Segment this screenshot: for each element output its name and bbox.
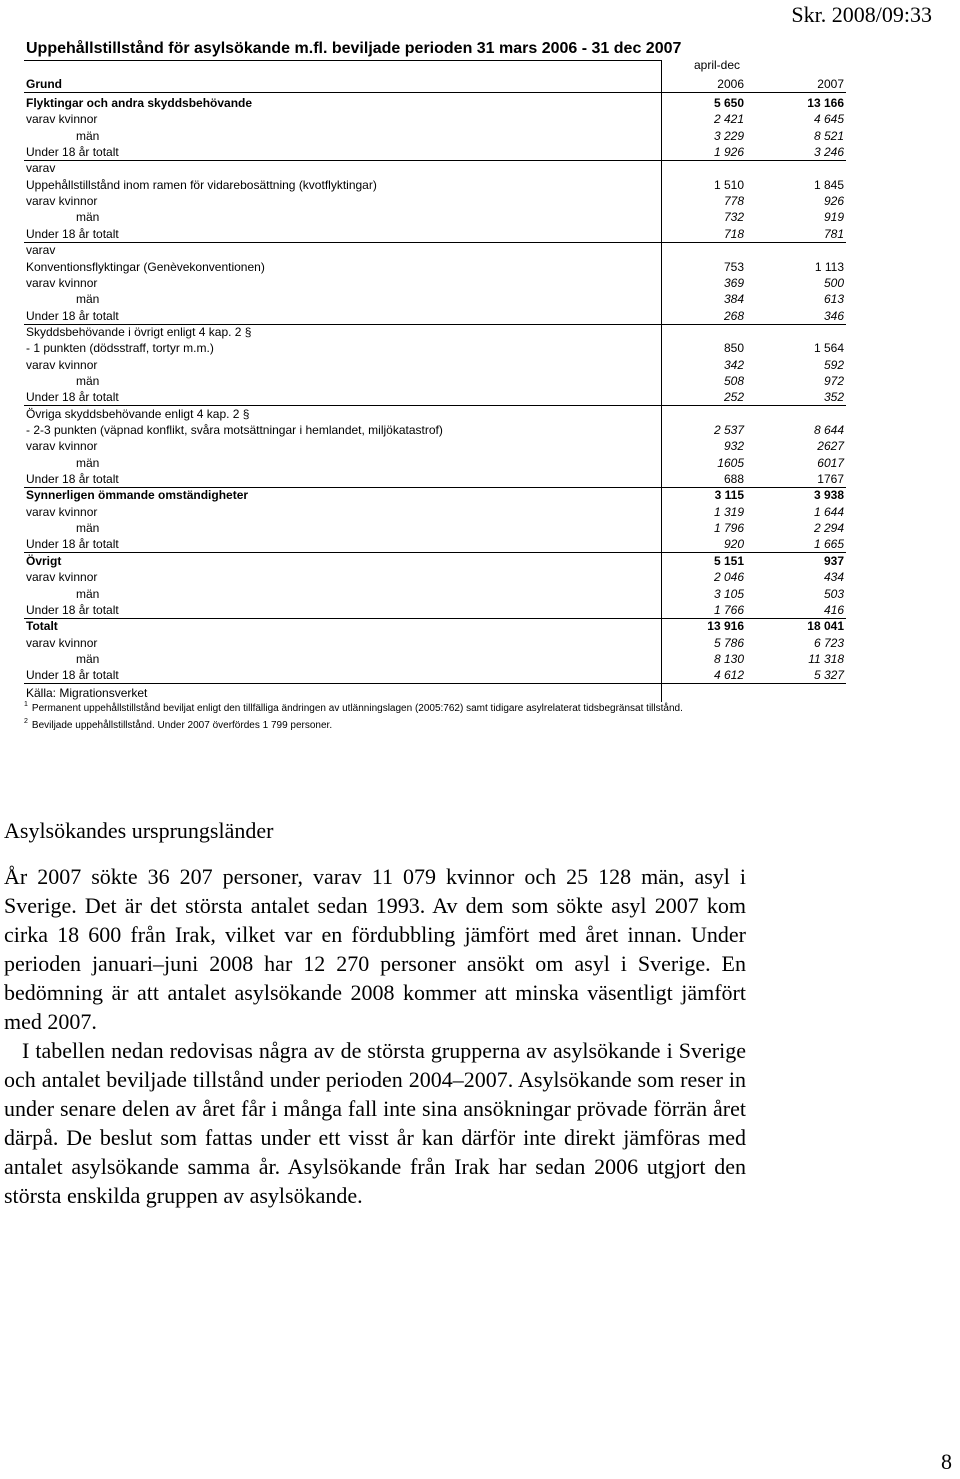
row-label: Synnerligen ömmande omständigheter [26,488,249,502]
value-2007: 346 [823,309,844,323]
row-label: Under 18 år totalt [26,472,119,486]
row-label: män [76,210,100,224]
table-row [24,373,846,389]
table-row [24,389,846,406]
table-row [24,226,846,243]
table-row [24,618,846,634]
value-2006: 342 [723,358,744,372]
row-label: Totalt [26,619,58,633]
value-2007: 6017 [817,456,844,470]
value-2006: 268 [723,309,744,323]
value-2006: 920 [723,537,744,551]
table-title: Uppehållstillstånd för asylsökande m.fl. beviljade perioden 31 mars 2006 - 31 dec 2007 [26,40,682,57]
row-label: Under 18 år totalt [26,537,119,551]
value-2007: 972 [823,374,844,388]
table-row [24,95,846,111]
value-2006: 369 [723,276,744,290]
row-label: varav [26,161,56,175]
row-label: Under 18 år totalt [26,227,119,241]
table-row [24,209,846,225]
row-label: varav kvinnor [26,636,98,650]
table-row [24,406,846,422]
row-label: Flyktingar och andra skyddsbehövande [26,96,253,110]
value-2006: 2 046 [713,570,744,584]
value-2007: 2627 [817,439,844,453]
row-label: Övriga skyddsbehövande enligt 4 kap. 2 § [26,407,250,421]
table-row [24,422,846,438]
footnote-2: $^2$ Beviljade uppehållstillstånd. Under 2007 överfördes 1 799 personer. [24,718,333,731]
table-row [24,602,846,619]
value-2007: 1 845 [813,178,844,192]
value-2007: 1 644 [813,505,844,519]
value-2006: 508 [723,374,744,388]
row-label: Under 18 år totalt [26,390,119,404]
table-row [24,667,846,684]
row-label: män [76,587,100,601]
table-row [24,128,846,144]
row-label: män [76,292,100,306]
table-row [24,487,846,503]
value-2007: 18 041 [807,619,844,633]
column-header-2006: 2006 [717,77,744,91]
table-row [24,635,846,651]
value-2007: 13 166 [807,96,844,110]
value-2007: 3 246 [813,145,844,159]
row-label: varav kvinnor [26,439,98,453]
page-number: 8 [941,1449,952,1474]
value-2007: 781 [823,227,844,241]
table-row [24,569,846,585]
table-row [24,504,846,520]
value-2007: 1 113 [814,260,844,274]
value-2006: 5 151 [713,554,744,568]
value-2007: 434 [823,570,844,584]
value-2007: 8 521 [813,129,844,143]
value-2007: 500 [823,276,844,290]
value-2006: 1 510 [713,178,744,192]
value-2006: 3 229 [713,129,744,143]
value-2007: 613 [823,292,844,306]
table-row [24,438,846,454]
table-row [24,193,846,209]
table-row [24,357,846,373]
value-2006: 1 796 [713,521,744,535]
value-2007: 1 665 [813,537,844,551]
row-label: män [76,374,100,388]
row-label: varav kvinnor [26,358,98,372]
value-2007: 2 294 [813,521,844,535]
row-label: Skyddsbehövande i övrigt enligt 4 kap. 2 § [26,325,252,339]
row-label: varav kvinnor [26,194,98,208]
value-2006: 1 319 [713,505,744,519]
table-row [24,651,846,667]
value-2006: 932 [723,439,744,453]
value-2006: 3 115 [714,488,744,502]
value-2007: 4 645 [813,112,844,126]
body-text [4,862,746,1210]
row-label: Under 18 år totalt [26,603,119,617]
value-2006: 753 [723,260,744,274]
value-2006: 5 786 [713,636,744,650]
table-row [24,177,846,193]
footnote-1: $^1$ Permanent uppehållstillstånd beviljat enligt den tillfälliga ändringen av utlänningslagen (2005:762) samt tidigare asylrelaterat tidsbegränsat tillstånd. [24,701,683,714]
table-row [24,324,846,340]
row-label: varav kvinnor [26,112,98,126]
value-2006: 732 [723,210,744,224]
table-row [24,242,846,258]
table-row [24,536,846,553]
row-label: varav kvinnor [26,276,98,290]
value-2007: 1767 [817,472,844,486]
paragraph: År 2007 sökte 36 207 personer, varav 11 079 kvinnor och 25 128 män, asyl i Sverige. Det är det största antalet sedan 1993. Av dem som sökte asyl 2007 kom cirka 18 600 från Irak, vilket var en fördubbling jämfört med året innan. Under perioden januari–juni 2008 har 12 270 personer ansökt om asyl i Sverige. En bedömning är att antalet asylsökande 2008 kommer att minska väsentligt jämfört med 2007. [4,864,746,1034]
table-row [24,111,846,127]
value-2006: 8 130 [713,652,744,666]
value-2006: 384 [723,292,744,306]
row-label: män [76,521,100,535]
value-2007: 416 [823,603,844,617]
table-header-row [24,76,846,93]
row-label: Övrigt [26,554,62,568]
value-2007: 6 723 [813,636,844,650]
value-2006: 688 [723,472,744,486]
table-row [24,160,846,176]
row-label: Konventionsflyktingar (Genèvekonventionen) [26,260,265,274]
row-label: varav kvinnor [26,505,98,519]
period-label: april-dec [693,58,740,72]
value-2007: 937 [823,554,844,568]
value-2007: 926 [823,194,844,208]
value-2006: 3 105 [713,587,744,601]
paragraph: I tabellen nedan redovisas några av de största grupperna av asylsökande i Sverige och antalet beviljade tillstånd under perioden 2004–2007. Asylsökande som reser in under senare delen av året får i många fall inte sina ansökningar prövade förrän året därpå. De beslut som fattas under ett visst år kan därför inte direkt jämföras med antalet asylsökande samma år. Asylsökande från Irak har sedan 2006 utgjort den största enskilda gruppen av asylsökande. [4,1038,746,1208]
value-2007: 1 564 [813,341,844,355]
table-source: Källa: Migrationsverket [26,686,148,700]
table-row [24,455,846,471]
row-label: män [76,652,100,666]
value-2006: 4 612 [713,668,744,682]
value-2007: 3 938 [813,488,844,502]
table-top-rule [24,60,662,61]
value-2006: 252 [723,390,744,404]
value-2006: 1605 [717,456,744,470]
section-heading: Asylsökandes ursprungsländer [4,818,274,843]
table-row [24,259,846,275]
table-row [24,275,846,291]
value-2007: 592 [823,358,844,372]
table-row [24,520,846,536]
row-label: Under 18 år totalt [26,668,119,682]
value-2007: 352 [823,390,844,404]
column-header-grund: Grund [26,77,62,91]
value-2006: 718 [723,227,744,241]
row-label: - 1 punkten (dödsstraff, tortyr m.m.) [26,341,214,355]
value-2006: 1 926 [713,145,744,159]
value-2006: 2 537 [713,423,744,437]
table-row [24,553,846,569]
table-row [24,586,846,602]
table-row [24,471,846,488]
row-label: män [76,129,100,143]
table-row [24,144,846,161]
table-row [24,291,846,307]
value-2007: 11 318 [808,652,844,666]
column-header-2007: 2007 [817,77,844,91]
value-2006: 5 650 [713,96,744,110]
table-row [24,340,846,356]
value-2006: 850 [723,341,744,355]
row-label: Uppehållstillstånd inom ramen för vidarebosättning (kvotflyktingar) [26,178,377,192]
value-2007: 503 [823,587,844,601]
table-row [24,308,846,325]
value-2007: 5 327 [813,668,844,682]
page-header: Skr. 2008/09:33 [791,2,932,27]
value-2006: 778 [723,194,744,208]
row-label: varav kvinnor [26,570,98,584]
row-label: - 2-3 punkten (väpnad konflikt, svåra motsättningar i hemlandet, miljökatastrof) [26,423,443,437]
value-2006: 2 421 [713,112,744,126]
row-label: män [76,456,100,470]
value-2007: 8 644 [813,423,844,437]
value-2007: 919 [823,210,844,224]
row-label: Under 18 år totalt [26,309,119,323]
value-2006: 1 766 [713,603,744,617]
row-label: varav [26,243,56,257]
value-2006: 13 916 [707,619,744,633]
row-label: Under 18 år totalt [26,145,119,159]
